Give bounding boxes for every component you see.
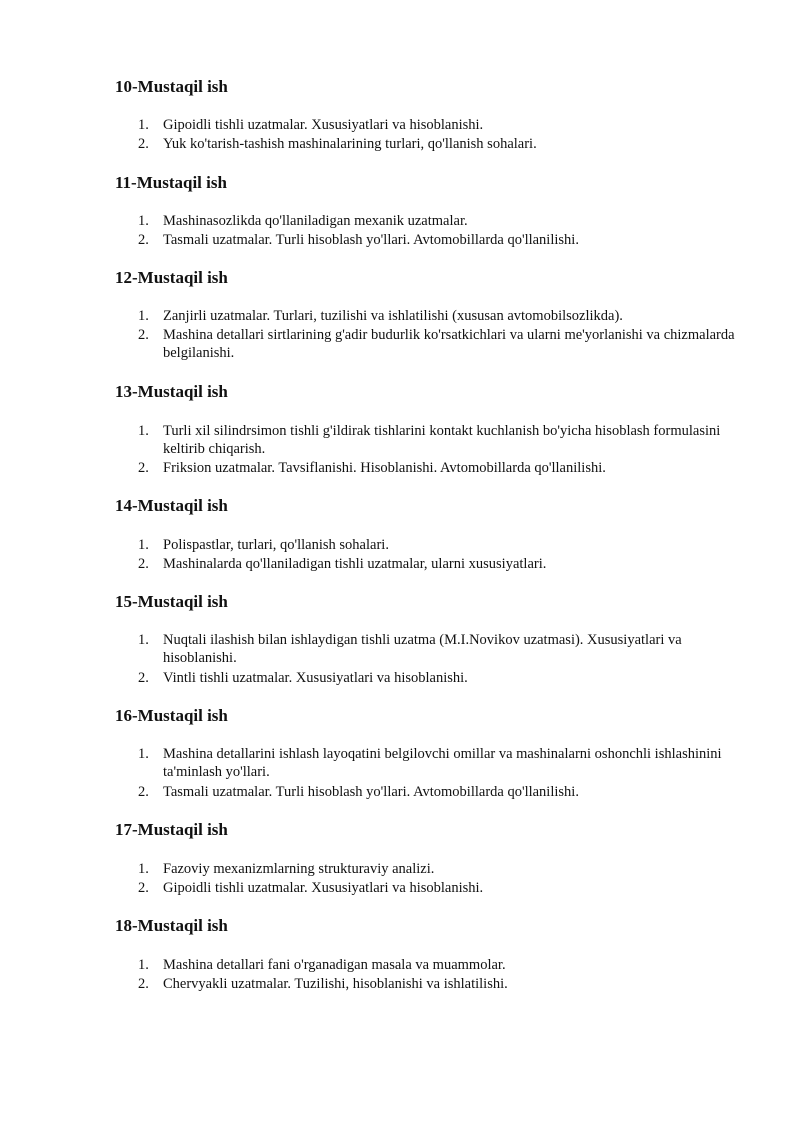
- section-heading: 16-Mustaqil ish: [115, 706, 228, 725]
- list-number: 2.: [138, 784, 149, 800]
- list-text: Fazoviy mexanizmlarning strukturaviy analizi.: [163, 861, 435, 877]
- list-number: 1.: [138, 537, 149, 553]
- list-number: 1.: [138, 308, 149, 324]
- list-number: 1.: [138, 957, 149, 973]
- list-number: 2.: [138, 327, 149, 343]
- list-text: Vintli tishli uzatmalar. Xususiyatlari va hisoblanishi.: [163, 670, 468, 686]
- list-number: 2.: [138, 556, 149, 572]
- list-number: 1.: [138, 632, 149, 648]
- list-text: Friksion uzatmalar. Tavsiflanishi. Hisoblanishi. Avtomobillarda qo'llanilishi.: [163, 460, 606, 476]
- list-number: 1.: [138, 117, 149, 133]
- section-heading: 11-Mustaqil ish: [115, 173, 227, 192]
- list-text: Gipoidli tishli uzatmalar. Xususiyatlari va hisoblanishi.: [163, 117, 484, 133]
- section-heading: 15-Mustaqil ish: [115, 592, 228, 611]
- section-heading: 10-Mustaqil ish: [115, 77, 228, 96]
- list-text: Chervyakli uzatmalar. Tuzilishi, hisoblanishi va ishlatilishi.: [163, 976, 508, 992]
- list-text: Nuqtali ilashish bilan ishlaydigan tishli uzatma (M.I.Novikov uzatmasi). Xususiyatlari va hisoblanishi.: [163, 632, 682, 666]
- list-number: 2.: [138, 460, 149, 476]
- section-heading: 17-Mustaqil ish: [115, 820, 228, 839]
- list-text: Zanjirli uzatmalar. Turlari, tuzilishi va ishlatilishi (xususan avtomobilsozlikda).: [163, 308, 623, 324]
- list-number: 1.: [138, 746, 149, 762]
- list-number: 1.: [138, 861, 149, 877]
- list-number: 2.: [138, 976, 149, 992]
- list-text: Turli xil silindrsimon tishli g'ildirak tishlarini kontakt kuchlanish bo'yicha hisoblash formulasini keltirib chiqarish.: [163, 423, 721, 457]
- list-text: Gipoidli tishli uzatmalar. Xususiyatlari va hisoblanishi.: [163, 880, 484, 896]
- list-number: 2.: [138, 670, 149, 686]
- list-number: 1.: [138, 213, 149, 229]
- list-text: Mashinalarda qo'llaniladigan tishli uzatmalar, ularni xususiyatlari.: [163, 556, 547, 572]
- list-number: 2.: [138, 232, 149, 248]
- list-text: Mashina detallarini ishlash layoqatini belgilovchi omillar va mashinalarni oshonchli ishlashinini ta'minlash yo'llari.: [163, 746, 722, 780]
- section-heading: 12-Mustaqil ish: [115, 268, 228, 287]
- list-text: Mashina detallari fani o'rganadigan masala va muammolar.: [163, 957, 506, 973]
- section-heading: 18-Mustaqil ish: [115, 916, 228, 935]
- list-text: Polispastlar, turlari, qo'llanish sohalari.: [163, 537, 389, 553]
- section-heading: 14-Mustaqil ish: [115, 496, 228, 515]
- list-number: 1.: [138, 423, 149, 439]
- list-text: Tasmali uzatmalar. Turli hisoblash yo'llari. Avtomobillarda qo'llanilishi.: [163, 232, 579, 248]
- list-text: Tasmali uzatmalar. Turli hisoblash yo'llari. Avtomobillarda qo'llanilishi.: [163, 784, 579, 800]
- list-text: Yuk ko'tarish-tashish mashinalarining turlari, qo'llanish sohalari.: [163, 136, 537, 152]
- list-text: Mashina detallari sirtlarining g'adir budurlik ko'rsatkichlari va ularni me'yorlanishi va chizmalarda belgilanishi.: [163, 327, 735, 361]
- section-heading: 13-Mustaqil ish: [115, 382, 228, 401]
- list-text: Mashinasozlikda qo'llaniladigan mexanik uzatmalar.: [163, 213, 468, 229]
- list-number: 2.: [138, 880, 149, 896]
- list-number: 2.: [138, 136, 149, 152]
